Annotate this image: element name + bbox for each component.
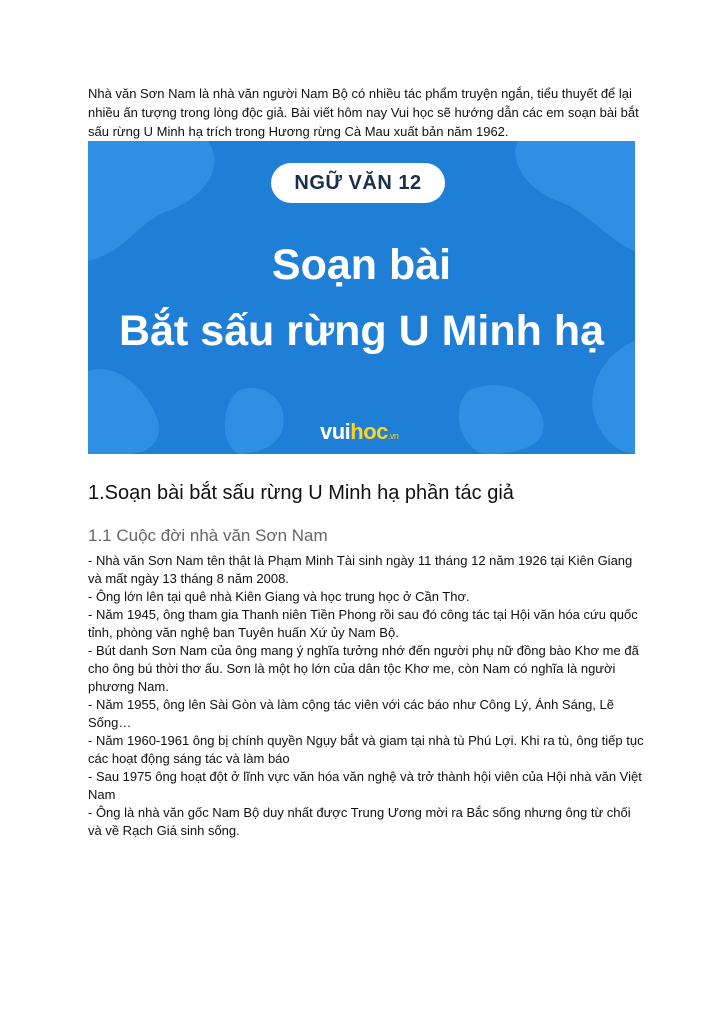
article-banner-image (88, 141, 635, 454)
biography-item: - Ông lớn lên tại quê nhà Kiên Giang và học trung học ở Cần Thơ. (88, 589, 470, 604)
biography-item: - Ông là nhà văn gốc Nam Bộ duy nhất được Trung Ương mời ra Bắc sống nhưng ông từ chối và về Rạch Giá sinh sống. (88, 805, 631, 838)
biography-item: - Nhà văn Sơn Nam tên thật là Phạm Minh Tài sinh ngày 11 tháng 12 năm 1926 tại Kiên Giang và mất ngày 13 tháng 8 năm 2008. (88, 553, 633, 586)
subject-badge: NGỮ VĂN 12 (271, 163, 445, 203)
section-heading: 1.Soạn bài bắt sấu rừng U Minh hạ phần tác giả (88, 482, 514, 504)
banner-title-line2: Bắt sấu rừng U Minh hạ (118, 307, 605, 355)
intro-paragraph: Nhà văn Sơn Nam là nhà văn người Nam Bộ có nhiều tác phẩm truyện ngắn, tiểu thuyết để lại nhiều ấn tượng trong lòng độc giả. Bài viết hôm nay Vui học sẽ hướng dẫn các em soạn bài bắt sấu rừng U Minh hạ trích trong Hương rừng Cà Mau xuất bản năm 1962. (88, 86, 639, 139)
biography-item: - Năm 1955, ông lên Sài Gòn và làm cộng tác viên với các báo như Công Lý, Ánh Sáng, Lẽ Sống… (88, 697, 614, 730)
biography-item: - Sau 1975 ông hoạt đột ở lĩnh vực văn hóa văn nghệ và trở thành hội viên của Hội nhà văn Việt Nam (88, 769, 642, 802)
subsection-heading: 1.1 Cuộc đời nhà văn Sơn Nam (88, 526, 328, 545)
biography-list (88, 552, 644, 840)
biography-item: - Năm 1945, ông tham gia Thanh niên Tiền Phong rồi sau đó công tác tại Hội văn hóa cứu quốc tỉnh, phòng văn nghệ ban Tuyên huấn Xứ ủy Nam Bộ. (88, 607, 638, 640)
vuihoc-logo: vuihoc.vn (320, 419, 399, 444)
biography-item: - Năm 1960-1961 ông bị chính quyền Ngụy bắt và giam tại nhà tù Phú Lợi. Khi ra tù, ông tiếp tục các hoạt động sáng tác và làm báo (88, 733, 644, 766)
biography-item: - Bút danh Sơn Nam của ông mang ý nghĩa tưởng nhớ đến người phụ nữ đồng bào Khơ me đã cho ông bú thời thơ ấu. Sơn là một họ lớn của dân tộc Khơ me, còn Nam có nghĩa là người phương Nam. (88, 643, 639, 694)
banner-title-line1: Soạn bài (271, 241, 452, 289)
